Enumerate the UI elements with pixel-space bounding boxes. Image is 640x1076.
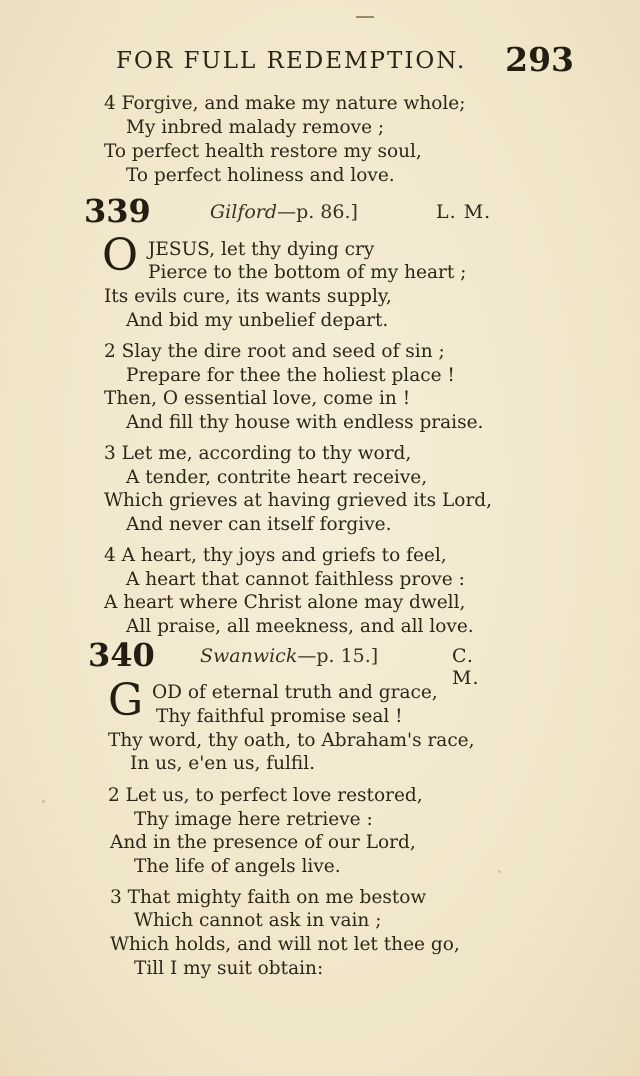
page-header bbox=[116, 40, 576, 86]
verse-line: 4 A heart, thy joys and griefs to feel, bbox=[104, 545, 447, 566]
verse-line: A tender, contrite heart receive, bbox=[126, 467, 428, 488]
verse-line: In us, e'en us, fulfil. bbox=[130, 753, 316, 774]
running-title: FOR FULL REDEMPTION. bbox=[116, 48, 467, 74]
verse-line: Thy image here retrieve : bbox=[134, 809, 373, 830]
verse-line: And never can itself forgive. bbox=[126, 514, 392, 535]
verse-line: All praise, all meekness, and all love. bbox=[126, 616, 474, 637]
verse-line: Which holds, and will not let thee go, bbox=[110, 934, 460, 955]
verse-line: Then, O essential love, come in ! bbox=[104, 388, 411, 409]
tune-name: Gilford—p. 86.] bbox=[210, 201, 358, 223]
paper-speck bbox=[498, 870, 501, 873]
verse-line: 3 Let me, according to thy word, bbox=[104, 443, 412, 464]
verse-line: Pierce to the bottom of my heart ; bbox=[148, 262, 467, 283]
verse-line: 2 Slay the dire root and seed of sin ; bbox=[104, 341, 445, 362]
verse-line: Which cannot ask in vain ; bbox=[134, 910, 382, 931]
paper-speck bbox=[42, 800, 45, 803]
hymn-number: 339 bbox=[84, 192, 151, 230]
verse-line: And bid my unbelief depart. bbox=[126, 310, 389, 331]
verse-line: 2 Let us, to perfect love restored, bbox=[108, 785, 423, 806]
verse-line: To perfect holiness and love. bbox=[126, 165, 395, 186]
meter: L. M. bbox=[436, 201, 492, 223]
drop-cap: G bbox=[108, 675, 144, 726]
verse-line: Thy word, thy oath, to Abraham's race, bbox=[108, 730, 475, 751]
hymn-heading-339 bbox=[84, 192, 504, 232]
tune-name: Swanwick—p. 15.] bbox=[200, 645, 379, 667]
verse-line: Prepare for thee the holiest place ! bbox=[126, 365, 455, 386]
verse-line: And in the presence of our Lord, bbox=[110, 832, 416, 853]
verse-line: Its evils cure, its wants supply, bbox=[104, 286, 392, 307]
verse-line: The life of angels live. bbox=[134, 856, 341, 877]
hymn-number: 340 bbox=[88, 636, 155, 674]
verse-line: Which grieves at having grieved its Lord, bbox=[104, 490, 493, 511]
verse-line: OD of eternal truth and grace, bbox=[152, 682, 438, 703]
verse-line: To perfect health restore my soul, bbox=[104, 141, 422, 162]
verse-line: Till I my suit obtain: bbox=[134, 958, 324, 979]
verse-line: JESUS, let thy dying cry bbox=[148, 239, 375, 260]
page-number: 293 bbox=[505, 40, 574, 79]
meter: C. M. bbox=[452, 645, 480, 689]
drop-cap: O bbox=[102, 230, 139, 281]
hymn-heading-340 bbox=[88, 636, 508, 689]
top-mark bbox=[356, 16, 374, 18]
verse-line: My inbred malady remove ; bbox=[126, 117, 385, 138]
verse-line: Thy faithful promise seal ! bbox=[156, 706, 403, 727]
verse-line: A heart where Christ alone may dwell, bbox=[104, 592, 466, 613]
verse-line: And fill thy house with endless praise. bbox=[126, 412, 484, 433]
verse-line: 4 Forgive, and make my nature whole; bbox=[104, 93, 466, 114]
verse-line: A heart that cannot faithless prove : bbox=[126, 569, 465, 590]
verse-line: 3 That mighty faith on me bestow bbox=[110, 887, 427, 908]
